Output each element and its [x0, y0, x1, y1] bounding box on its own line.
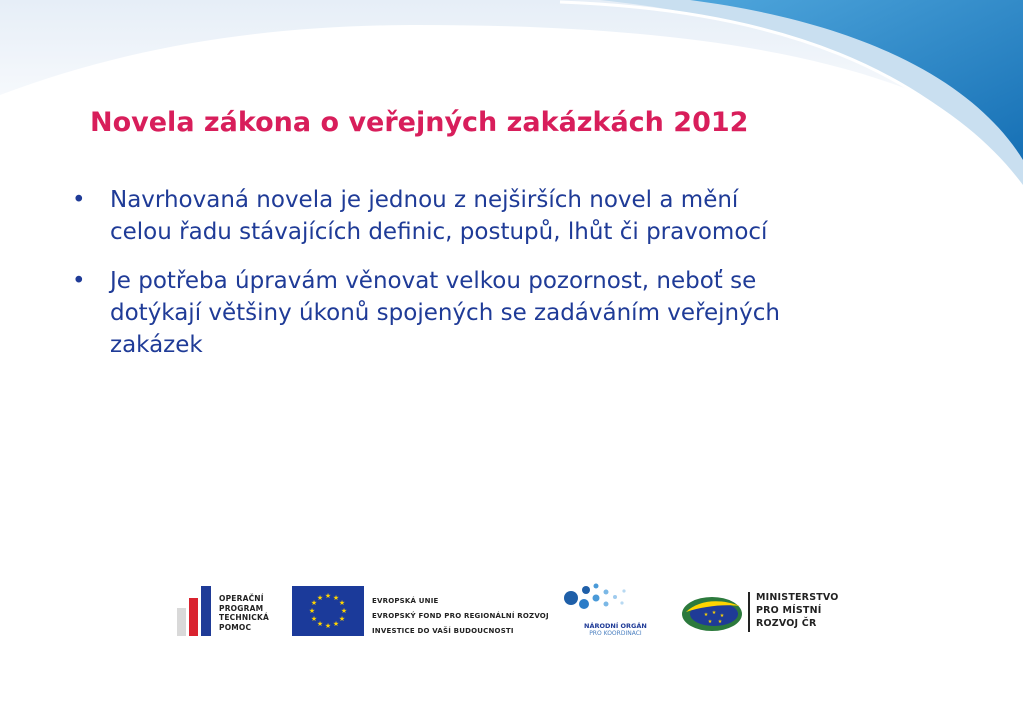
svg-text:★: ★ — [338, 599, 346, 607]
mmr-line: PRO MÍSTNÍ — [756, 605, 822, 616]
nok-line: NÁRODNÍ ORGÁN — [584, 622, 647, 630]
svg-text:★: ★ — [717, 619, 723, 625]
svg-text:★: ★ — [316, 620, 324, 628]
page-title: Novela zákona o veřejných zakázkách 2012 — [90, 107, 749, 138]
dots-icon — [562, 582, 632, 618]
svg-text:★: ★ — [332, 594, 340, 602]
svg-text:★: ★ — [310, 615, 318, 623]
svg-text:★: ★ — [316, 594, 324, 602]
svg-text:★: ★ — [308, 607, 316, 615]
svg-text:★: ★ — [711, 610, 717, 616]
eu-line: EVROPSKÁ UNIE — [372, 597, 439, 605]
svg-text:★: ★ — [324, 592, 332, 600]
eu-flag-icon — [292, 586, 364, 636]
svg-text:★: ★ — [719, 613, 725, 619]
svg-text:★: ★ — [310, 599, 318, 607]
bullet-symbol: • — [72, 268, 86, 294]
svg-text:★: ★ — [340, 607, 348, 615]
optp-line: PROGRAM — [219, 603, 264, 613]
bullet-line: Navrhovaná novela je jednou z nejširších novel a mění — [110, 187, 739, 213]
eu-line: INVESTICE DO VAŠÍ BUDOUCNOSTI — [372, 627, 514, 635]
bullet-line: zakázek — [110, 332, 203, 358]
optp-line: TECHNICKÁ — [219, 613, 270, 622]
mmr-logo — [680, 586, 860, 638]
svg-text:★: ★ — [324, 622, 332, 630]
mmr-divider — [748, 592, 750, 632]
svg-text:★: ★ — [707, 619, 713, 625]
mmr-line: MINISTERSTVO — [756, 592, 839, 603]
footer-logos — [0, 580, 1023, 650]
bullet-item-2 — [72, 265, 972, 361]
bullet-item-1 — [72, 184, 972, 248]
svg-text:★: ★ — [332, 620, 340, 628]
mmr-line: ROZVOJ ČR — [756, 618, 817, 629]
eu-line: EVROPSKÝ FOND PRO REGIONÁLNÍ ROZVOJ — [372, 612, 549, 620]
mmr-emblem-icon — [680, 590, 744, 634]
nok-logo — [562, 582, 652, 642]
optp-logo — [177, 586, 277, 638]
bullet-list — [72, 184, 972, 378]
svg-text:★: ★ — [338, 615, 346, 623]
bullet-line: Je potřeba úpravám věnovat velkou pozornost, neboť se — [110, 268, 757, 294]
svg-text:★: ★ — [703, 612, 709, 618]
bullet-line: celou řadu stávajících definic, postupů, lhůt či pravomocí — [110, 219, 768, 245]
eu-logo — [292, 586, 547, 638]
bullet-symbol: • — [72, 187, 86, 213]
bullet-line: dotýkají většiny úkonů spojených se zadáváním veřejných — [110, 300, 780, 326]
optp-line: OPERAČNÍ — [219, 594, 264, 603]
optp-line: POMOC — [219, 622, 252, 632]
optp-bars-icon — [177, 586, 217, 636]
nok-line: PRO KOORDINACI — [589, 630, 642, 637]
